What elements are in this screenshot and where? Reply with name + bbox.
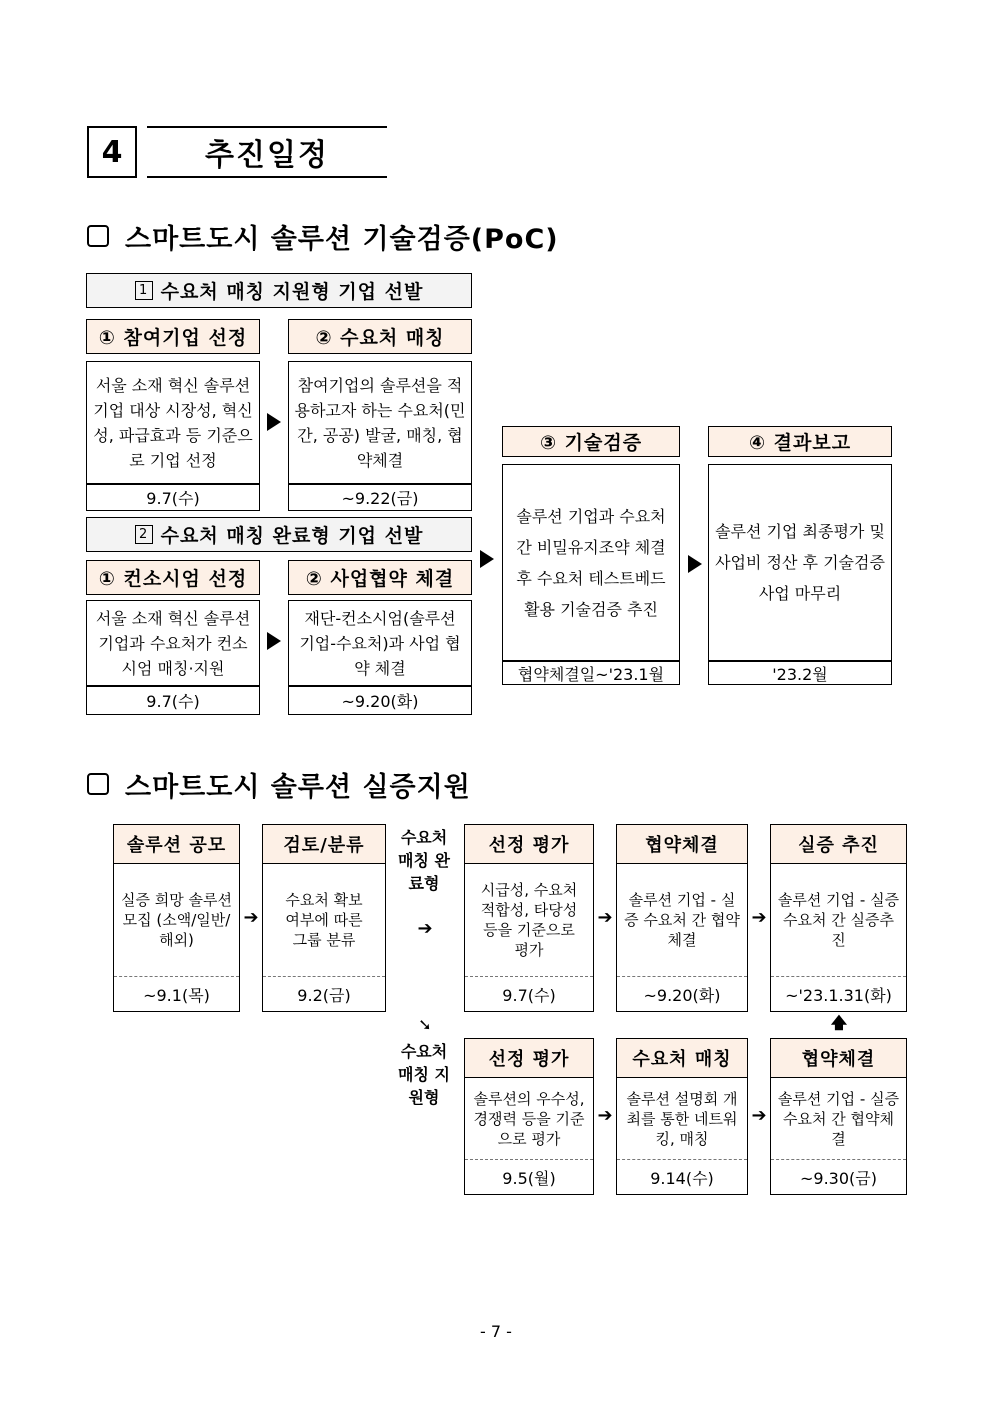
card-date: 9.7(수) (465, 976, 593, 1011)
arrow-right-icon: ➔ (597, 906, 613, 928)
card-body: 실증 희망 솔루션 모집 (소액/일반/해외) (121, 891, 232, 949)
track2-header (86, 517, 472, 552)
track2-number: 2 (135, 525, 153, 544)
card-title: 실증 추진 (771, 825, 906, 864)
checkbox-icon (87, 773, 109, 795)
card-title: 수요처 매칭 (617, 1039, 747, 1078)
card-body: 시급성, 수요처 적합성, 타당성 등을 기준으로 평가 (480, 881, 578, 959)
track2-step2-title: ② 사업협약 체결 (288, 560, 472, 595)
arrow-right-icon: ➔ (751, 906, 767, 928)
card-date: 9.5(월) (465, 1159, 593, 1194)
card-body: 솔루션 기업 - 실증 수요처 간 협약체결 (777, 1089, 900, 1148)
step3-body: 솔루션 기업과 수요처 간 비밀유지조약 체결 후 수요처 테스트베드 활용 기술검증 추진 (502, 464, 680, 661)
track1-title: 수요처 매칭 지원형 기업 선발 (160, 281, 424, 303)
track2-step2-body: 재단-컨소시엄(솔루션 기업-수요처)과 사업 협약 체결 (288, 600, 472, 686)
page-number: - 7 - (480, 1322, 512, 1341)
card-body: 솔루션 기업 - 실증 수요처 간 협약체결 (624, 891, 740, 949)
triangle-arrow-icon (480, 550, 494, 568)
track1-step1-body: 서울 소재 혁신 솔루션 기업 대상 시장성, 혁신성, 파급효과 등 기준으로 기업 선정 (86, 361, 260, 484)
track1-step2-date: ~9.22(금) (288, 484, 472, 511)
triangle-arrow-icon (688, 555, 702, 573)
card-body: 솔루션 설명회 개최를 통한 네트워킹, 매칭 (626, 1089, 738, 1148)
card-title: 선정 평가 (465, 1039, 593, 1078)
track2-step1-date: 9.7(수) (86, 686, 260, 715)
step4-date: '23.2월 (708, 661, 892, 685)
track1-step1-title: ① 참여기업 선정 (86, 319, 260, 354)
card-body: 솔루션의 우수성, 경쟁력 등을 기준으로 평가 (473, 1089, 585, 1148)
step3-date: 협약체결일~'23.1월 (502, 661, 680, 685)
poc-heading (87, 218, 787, 254)
demo-contest-card (113, 824, 240, 1012)
demo-heading (87, 766, 787, 802)
demo-heading-text: 스마트도시 솔루션 실증지원 (125, 771, 471, 803)
section-title: 추진일정 (147, 126, 387, 178)
step4-title: ④ 결과보고 (708, 426, 892, 457)
card-date: 9.14(수) (617, 1159, 747, 1194)
card-title: 협약체결 (617, 825, 747, 864)
row1-eval-card (464, 824, 594, 1012)
arrow-right-icon: ➔ (417, 917, 433, 939)
track2-title: 수요처 매칭 완료형 기업 선발 (160, 525, 424, 547)
row2-matching-card (616, 1038, 748, 1195)
poc-heading-text: 스마트도시 솔루션 기술검증(PoC) (125, 223, 559, 255)
row2-agreement-card (770, 1038, 907, 1195)
card-title: 선정 평가 (465, 825, 593, 864)
step4-body: 솔루션 기업 최종평가 및 사업비 정산 후 기술검증 사업 마무리 (708, 464, 892, 661)
card-title: 검토/분류 (263, 825, 385, 864)
card-title: 협약체결 (771, 1039, 906, 1078)
card-date: 9.2(금) (263, 976, 385, 1011)
arrow-right-icon: ➔ (751, 1104, 767, 1126)
card-date: ~9.30(금) (771, 1159, 906, 1194)
card-date: ~'23.1.31(화) (771, 976, 906, 1011)
row1-agreement-card (616, 824, 748, 1012)
arrow-right-icon: ➔ (243, 906, 259, 928)
checkbox-icon (87, 225, 109, 247)
card-body: 수요처 확보 여부에 따른 그룹 분류 (285, 891, 363, 949)
track2-step1-title: ① 컨소시엄 선정 (86, 560, 260, 595)
step3-title: ③ 기술검증 (502, 426, 680, 457)
card-date: ~9.1(목) (114, 976, 239, 1011)
card-body: 솔루션 기업 - 실증 수요처 간 실증추진 (777, 891, 900, 949)
section-number: 4 (87, 126, 137, 178)
track1-step2-title: ② 수요처 매칭 (288, 319, 472, 354)
row2-eval-card (464, 1038, 594, 1195)
arrow-diagonal-icon: ➘ (418, 1014, 432, 1034)
track1-number: 1 (135, 281, 153, 300)
label-matching-support: 수요처 매칭 지원형 (398, 1042, 450, 1107)
track2-step2-date: ~9.20(화) (288, 686, 472, 715)
track2-step1-body: 서울 소재 혁신 솔루션 기업과 수요처가 컨소시엄 매칭·지원 (86, 600, 260, 686)
track1-header (86, 273, 472, 308)
card-date: ~9.20(화) (617, 976, 747, 1011)
triangle-arrow-icon (267, 413, 281, 431)
arrow-right-icon: ➔ (597, 1104, 613, 1126)
card-title: 솔루션 공모 (114, 825, 239, 864)
track1-step2-body: 참여기업의 솔루션을 적용하고자 하는 수요처(민간, 공공) 발굴, 매칭, 협약체결 (288, 361, 472, 484)
triangle-arrow-icon (267, 632, 281, 650)
arrow-up-icon: 🡅 (830, 1012, 848, 1032)
track1-step1-date: 9.7(수) (86, 484, 260, 511)
row1-demo-card (770, 824, 907, 1012)
demo-review-card (262, 824, 386, 1012)
label-matching-complete: 수요처 매칭 완료형 (398, 828, 450, 893)
